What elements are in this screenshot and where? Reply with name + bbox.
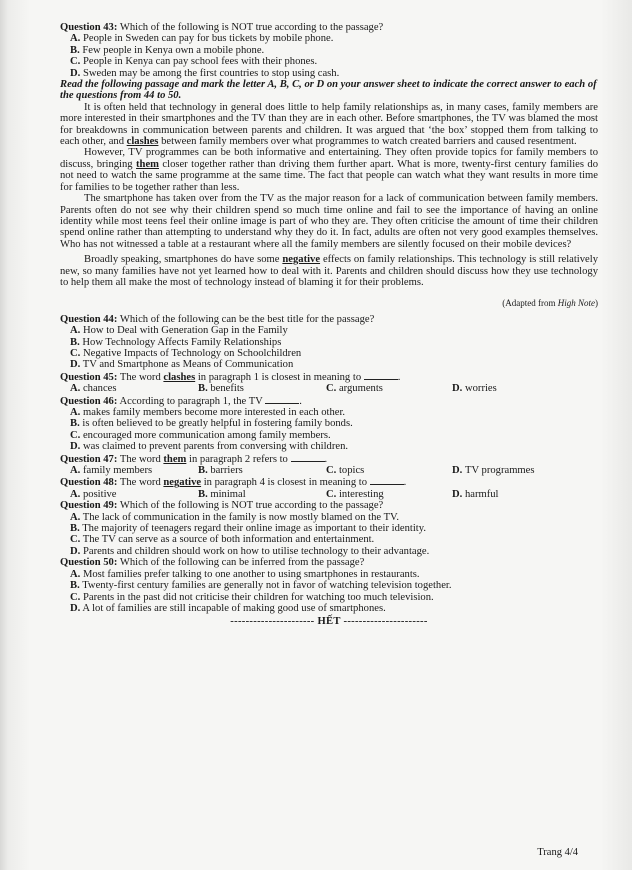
option: C. topics xyxy=(326,465,365,477)
question-48: Question 48: The word negative in paragraph 4 is closest in meaning to . A. positive B. minimal C. interesting D. harmful xyxy=(60,476,598,500)
option: B. barriers xyxy=(198,465,243,477)
option: B. is often believed to be greatly helpful in fostering family bonds. xyxy=(70,418,353,430)
underlined-word: negative xyxy=(163,477,202,489)
end-of-exam-mark: ---------------------- HẾT ---------------------- xyxy=(230,616,428,628)
underlined-word: them xyxy=(163,453,187,465)
option: A. The lack of communication in the family is now mostly blamed on the TV. xyxy=(70,511,399,523)
option: C. encouraged more communication among family members. xyxy=(70,429,331,441)
answer-blank xyxy=(265,395,299,404)
question-label: Question 44: xyxy=(60,313,118,325)
question-label: Question 43: xyxy=(60,22,118,33)
paragraph-4: Broadly speaking, smartphones do have some negative effects on family relationships. This technology is still relatively new, so many families have not yet learned how to deal with it. Parents and children should discuss how they use technology to help them all make the most of technology instead of blaming it for their problems. xyxy=(60,254,598,288)
option: C. interesting xyxy=(326,488,384,500)
option: B. The majority of teenagers regard their online image as important to their identity. xyxy=(70,523,426,535)
option: B. Twenty-first century families are generally not in favor of watching television together. xyxy=(70,580,452,592)
options-row xyxy=(60,489,598,500)
question-43 xyxy=(60,22,598,79)
option: A. Most families prefer talking to one another to using smartphones in restaurants. xyxy=(70,568,420,580)
option: B. minimal xyxy=(198,488,246,500)
underlined-word: clashes xyxy=(163,371,196,383)
option: D. Sweden may be among the first countries to stop using cash. xyxy=(70,67,340,79)
option: B. benefits xyxy=(198,383,244,395)
question-46: Question 46: According to paragraph 1, the TV . A. makes family members become more interested in each other. B. is often believed to be greatly helpful in fostering family bonds. C. encouraged more communication among family members. D. was claimed to prevent parents from conversing with children. xyxy=(60,395,598,453)
option: D. TV and Smartphone as Means of Communication xyxy=(70,359,294,371)
option: C. Negative Impacts of Technology on Schoolchildren xyxy=(70,347,302,359)
question-stem: Which of the following can be inferred from the passage? xyxy=(119,557,365,569)
paragraph-1: It is often held that technology in general does little to help family relationships as, in many cases, family members are more interested in their smartphones and the TV than they are in each other. Before smartphones, the TV was blamed the most for breakdowns in communication between parents and children. It was argued that ‘the box’ stopped them from talking to each other, and clashes between family members over what programmes to watch created barriers and caused resentment. xyxy=(60,101,598,148)
paragraph-3: The smartphone has taken over from the TV as the major reason for a lack of communication between family members. Parents often do not see why their children spend so much time online and fail to see the importance of having an online identity while most teens feel their online image is part of who they are. They often criticise the amount of time their children spend online rather than attempting to understand why they do it. In fact, adults are often not very good examples themselves. Who has not witnessed a table at a restaurant where all the family members are silently focused on their mobile devices? xyxy=(60,193,598,250)
question-label: Question 46: xyxy=(60,395,118,407)
answer-blank xyxy=(364,371,398,380)
question-label: Question 49: xyxy=(60,500,118,512)
source-citation: (Adapted from High Note) xyxy=(502,298,598,309)
option: A. positive xyxy=(70,488,117,500)
question-49 xyxy=(60,500,598,557)
option: D. TV programmes xyxy=(452,465,535,477)
option: C. Parents in the past did not criticise their children for watching too much television. xyxy=(70,591,434,603)
question-50 xyxy=(60,557,598,614)
question-45: Question 45: The word clashes in paragraph 1 is closest in meaning to . A. chances B. benefits C. arguments D. worries xyxy=(60,371,598,395)
options-row xyxy=(60,465,598,476)
question-label: Question 45: xyxy=(60,371,118,383)
option: D. worries xyxy=(452,383,497,395)
question-label: Question 50: xyxy=(60,557,118,569)
options-row xyxy=(60,383,598,394)
answer-blank xyxy=(370,476,404,485)
option: C. arguments xyxy=(326,383,383,395)
question-stem: According to paragraph 1, the TV xyxy=(119,395,263,407)
option: B. How Technology Affects Family Relationships xyxy=(70,336,282,348)
question-44 xyxy=(60,314,598,371)
question-stem: Which of the following is NOT true according to the passage? xyxy=(119,22,384,33)
option: A. family members xyxy=(70,465,153,477)
option: D. harmful xyxy=(452,488,499,500)
option: C. People in Kenya can pay school fees with their phones. xyxy=(70,56,318,68)
option: D. A lot of families are still incapable of making good use of smartphones. xyxy=(70,602,386,614)
option: A. People in Sweden can pay for bus tickets by mobile phone. xyxy=(70,33,334,45)
page-number: Trang 4/4 xyxy=(537,846,578,858)
option: A. How to Deal with Generation Gap in the Family xyxy=(70,325,288,337)
option: C. The TV can serve as a source of both information and entertainment. xyxy=(70,534,375,546)
question-label: Question 48: xyxy=(60,477,118,489)
option: A. makes family members become more interested in each other. xyxy=(70,407,346,418)
reading-passage xyxy=(60,102,598,289)
underlined-word: negative xyxy=(282,254,321,266)
underlined-word: clashes xyxy=(126,136,159,148)
question-47: Question 47: The word them in paragraph 2 refers to . A. family members B. barriers C. topics D. TV programmes xyxy=(60,453,598,477)
underlined-word: them xyxy=(136,158,159,170)
option: D. was claimed to prevent parents from conversing with children. xyxy=(70,441,349,453)
question-stem: Which of the following is NOT true according to the passage? xyxy=(119,500,384,512)
question-stem: Which of the following can be the best title for the passage? xyxy=(119,313,375,325)
question-label: Question 47: xyxy=(60,453,118,465)
answer-blank xyxy=(291,453,325,462)
option: B. Few people in Kenya own a mobile phone. xyxy=(70,44,265,56)
reading-instruction: Read the following passage and mark the letter A, B, C, or D on your answer sheet to indicate the correct answer to each of the questions from 44 to 50. xyxy=(60,79,597,102)
option: D. Parents and children should work on how to utilise technology to their advantage. xyxy=(70,545,430,557)
option: A. chances xyxy=(70,383,117,395)
paragraph-2: However, TV programmes can be both informative and entertaining. They often provide topics for family members to discuss, bringing them closer together rather than driving them further apart. What is more, twenty-first century families do not need to watch the same programme at the same time. The fact that people can watch what they want results in more time for families to be together rather than less. xyxy=(60,147,598,193)
